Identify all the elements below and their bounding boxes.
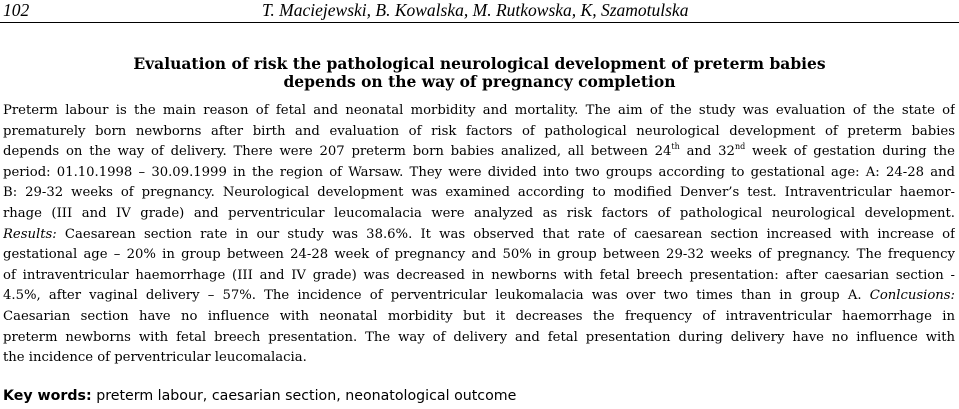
- header-rule: [0, 22, 959, 23]
- keywords-text: preterm labour, caesarian section, neonatological outcome: [91, 388, 517, 404]
- abstract: [3, 101, 955, 369]
- results-label: Results:: [3, 226, 57, 242]
- abstract-line-3: depends on the way of delivery. There were 207 preterm born babies analized, all between 24th and 32nd week of gestation during the: [3, 142, 955, 160]
- abstract-line-9: of intraventricular haemorrhage (III and IV grade) was decreased in newborns with fetal breech presentation: after caesarian section -: [3, 267, 955, 283]
- superscript-th: th: [671, 142, 680, 152]
- page-number: 102: [3, 0, 30, 20]
- abstract-line-8: gestational age – 20% in group between 24-28 week of pregnancy and 50% in group between 29-32 weeks of pregnancy. The frequency: [3, 247, 955, 263]
- running-head-authors: T. Maciejewski, B. Kowalska, M. Rutkowska, K, Szamotulska: [262, 0, 689, 20]
- abstract-line-7: Results: Caesarean section rate in our study was 38.6%. It was observed that rate of caesarean section increased with increase of: [3, 226, 955, 242]
- title-line-2: depends on the way of pregnancy completion: [283, 72, 676, 91]
- title-line-1: Evaluation of risk the pathological neurological development of preterm babies: [133, 54, 826, 73]
- running-head: [3, 0, 956, 20]
- conclusions-label: Conlcusions:: [869, 288, 955, 304]
- abstract-line-6: rhage (III and IV grade) and perventricular leucomalacia were analyzed as risk factors of pathological neurological development.: [3, 205, 955, 221]
- keywords: [3, 386, 516, 406]
- abstract-line-12: preterm newborns with fetal breech presentation. The way of delivery and fetal presentation during delivery have no influence with: [3, 329, 955, 345]
- abstract-line-1: Preterm labour is the main reason of fetal and neonatal morbidity and mortality. The aim of the study was evaluation of the state of: [3, 103, 955, 118]
- superscript-nd: nd: [734, 142, 746, 152]
- keywords-label: Key words:: [3, 388, 92, 404]
- abstract-line-5: B: 29-32 weeks of pregnancy. Neurological development was examined according to modified Denver’s test. Intraventricular haemor-: [3, 185, 955, 201]
- abstract-line-10: 4.5%, after vaginal delivery – 57%. The incidence of perventricular leukomalacia was over two times than in group A. Conlcusions:: [3, 288, 955, 304]
- abstract-line-2: prematurely born newborns after birth and evaluation of risk factors of pathological neurological development of preterm babies: [3, 123, 955, 139]
- article-title: [0, 55, 959, 91]
- abstract-line-11: Caesarian section have no influence with neonatal morbidity but it decreases the frequency of intraventricular haemorrhage in: [3, 308, 955, 324]
- abstract-line-13: the incidence of perventricular leucomalacia.: [3, 350, 307, 366]
- abstract-line-4: period: 01.10.1998 – 30.09.1999 in the region of Warsaw. They were divided into two groups according to gestational age: A: 24-28 and: [3, 164, 955, 180]
